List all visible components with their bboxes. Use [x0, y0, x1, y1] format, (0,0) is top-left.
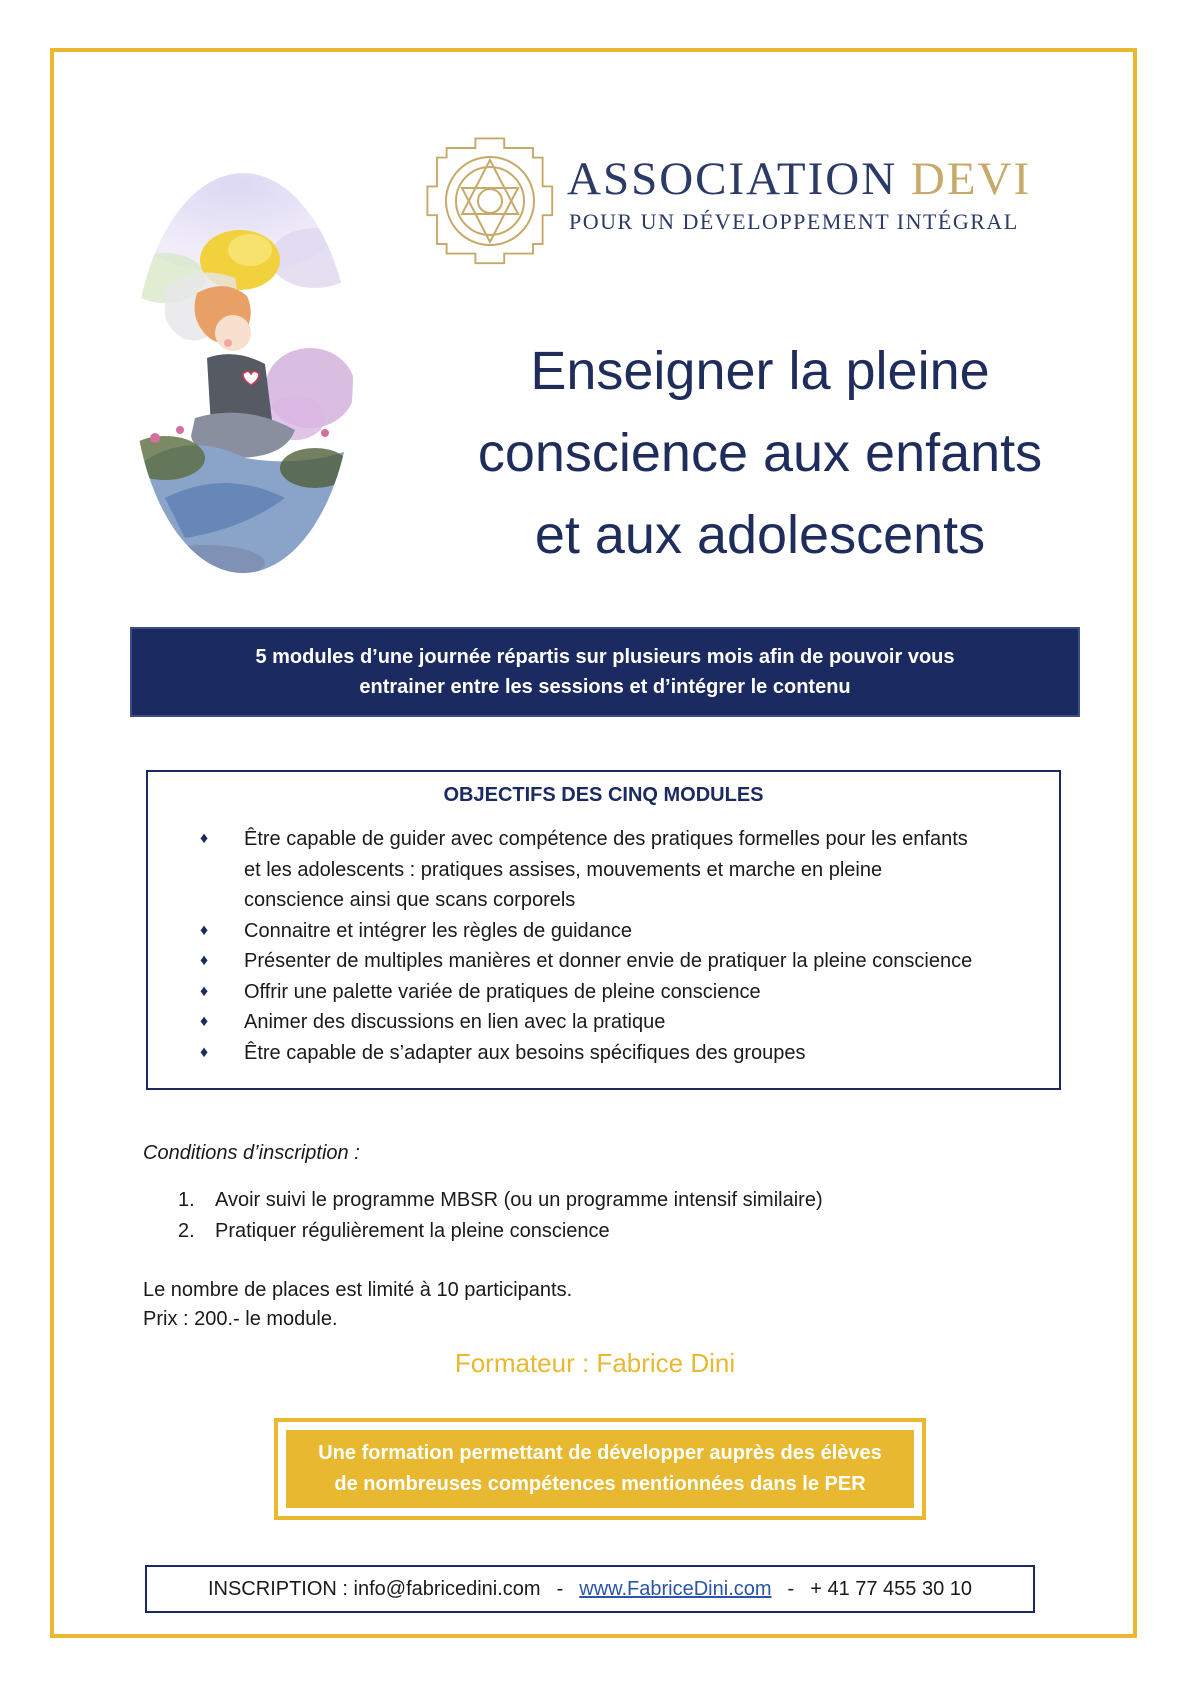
association-logo: [425, 136, 1032, 266]
logo-subtitle: POUR UN DÉVELOPPEMENT INTÉGRAL: [569, 209, 1019, 234]
diamond-bullet-icon: ♦: [200, 921, 209, 939]
condition-item: 2. Pratiquer régulièrement la pleine conscience: [178, 1220, 610, 1242]
conditions-heading: Conditions d’inscription :: [143, 1142, 360, 1164]
inscription-email[interactable]: INSCRIPTION : info@fabricedini.com: [207, 1577, 541, 1600]
objectives-heading: OBJECTIFS DES CINQ MODULES: [443, 784, 764, 806]
diamond-bullet-icon: ♦: [200, 952, 209, 969]
objective-item: ♦ Connaitre et intégrer les règles de guidance: [200, 916, 972, 947]
conditions-list: [178, 1185, 823, 1247]
promo-box: Une formation permettant de développer auprès des élèves de nombreuses compétences mentionnées dans le PER: [274, 1418, 926, 1520]
diamond-bullet-icon: ♦: [200, 1043, 209, 1061]
objective-item: ♦ Présenter de multiples manières et donner envie de pratiquer la pleine conscience: [200, 946, 972, 977]
objective-item: ♦ Offrir une palette variée de pratiques de pleine conscience: [200, 977, 972, 1008]
price-text: Prix : 200.- le module.: [143, 1308, 338, 1330]
meditating-child-illustration: [125, 168, 355, 578]
logo-title: ASSOCIATION DEVI: [567, 153, 1032, 205]
phone-number[interactable]: + 41 77 455 30 10: [810, 1577, 973, 1600]
modules-banner: 5 modules d’une journée répartis sur plusieurs mois afin de pouvoir vous entrainer entre les sessions et d’intégrer le contenu: [130, 627, 1080, 717]
objective-item: ♦ Être capable de guider avec compétence des pratiques formelles pour les enfants et les adolescents : pratiques assises, mouvements et marche en pleine conscience ainsi que scans corporels: [200, 824, 972, 916]
diamond-bullet-icon: ♦: [200, 830, 209, 847]
objective-item: ♦ Être capable de s’adapter aux besoins spécifiques des groupes: [200, 1038, 972, 1069]
website-link[interactable]: www.FabriceDini.com: [579, 1577, 772, 1600]
condition-item: 1. Avoir suivi le programme MBSR (ou un programme intensif similaire): [178, 1189, 823, 1211]
page-title: Enseigner la pleine conscience aux enfants et aux adolescents: [477, 341, 1043, 565]
details-block: [143, 1276, 572, 1334]
objective-item: ♦ Animer des discussions en lien avec la pratique: [200, 1007, 972, 1038]
yantra-icon: [425, 136, 555, 266]
places-text: Le nombre de places est limité à 10 participants.: [143, 1279, 573, 1301]
diamond-bullet-icon: ♦: [200, 1013, 209, 1030]
registration-footer: INSCRIPTION : info@fabricedini.com - www.FabriceDini.com - + 41 77 455 30 10: [145, 1565, 1035, 1613]
objectives-list: [200, 824, 972, 1068]
trainer-name: Formateur : Fabrice Dini: [454, 1348, 736, 1378]
objectives-box: [146, 770, 1061, 1090]
diamond-bullet-icon: ♦: [200, 982, 209, 1000]
